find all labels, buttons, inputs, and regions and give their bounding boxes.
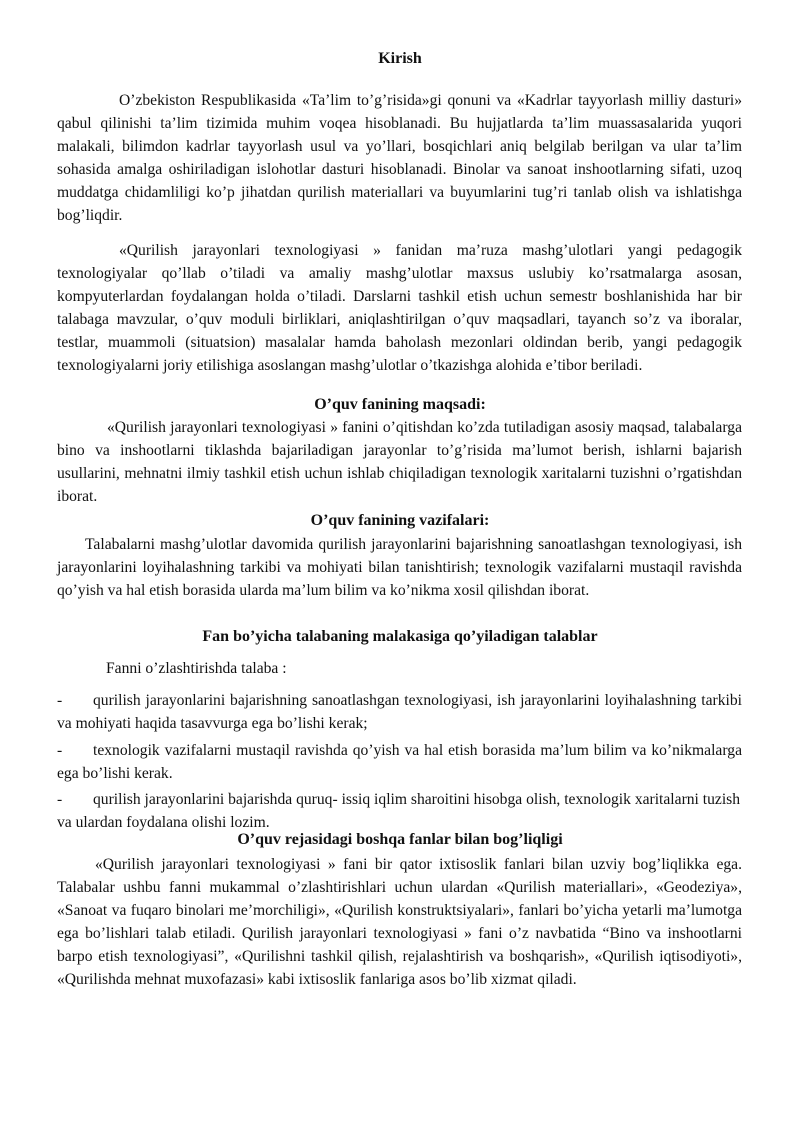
- intro-paragraph-1: O’zbekiston Respublikasida «Ta’lim to’g’risida»gi qonuni va «Kadrlar tayyorlash milliy dasturi» qabul qilinishi ta’lim tizimida muhim voqea hisoblanadi. Bu hujjatlarda ta’lim muassasalarida yuqori malakali, bilimdon kadrlar tayyorlash usul va yo’llari, bosqichlari aniq belgilab berilgan va ular ta’lim sohasida amalga oshiriladigan islohotlar dasturi hisoblanadi. Binolar va sanoat inshootlarning sifati, uzoq muddatga chidamliligi ko’p jihatdan qurilish materiallari va buyumlarini tug’ri tanlab olish va ishlatishga bog’liqdir.: [57, 92, 742, 224]
- heading-goal: O’quv fanining maqsadi:: [314, 396, 486, 413]
- requirement-item-2: [57, 739, 742, 785]
- links-paragraph: «Qurilish jarayonlari texnologiyasi » fani bir qator ixtisoslik fanlari bilan uzviy bog’liqlikka ega. Talabalar ushbu fanni mukammal o’zlashtirishlari uchun ulardan «Qurilish materiallari», «Geodeziya», «Sanoat va fuqaro binolari me’morchiligi», «Qurilish konstruktsiyalari», fanlari bo’yicha yetarli ma’lumotga ega bo’lishlari talab etiladi. Qurilish jarayonlari texnologiyasi » fani o’z navbatida “Bino va inshootlarni barpo etish texnologiyasi”, «Qurilishni tashkil qilish, rejalashtirish va boshqarish», «Qurilish iqtisodiyoti», «Qurilishda mehnat muxofazasi» kabi ixtisoslik fanlariga asos bo’lib xizmat qiladi.: [57, 856, 742, 988]
- requirement-text: qurilish jarayonlarini bajarishda quruq- issiq iqlim sharoitini hisobga olish, texnologik xaritalarni tuzish va ulardan foydalana olishi lozim.: [57, 791, 741, 831]
- intro-paragraph-2: «Qurilish jarayonlari texnologiyasi » fanidan ma’ruza mashg’ulotlari yangi pedagogik texnologiyalar qo’llab o’tiladi va amaliy mashg’ulotlar maxsus uslubiy ko’rsatmalarga asosan, kompyuterlardan foydalangan holda o’tiladi. Darslarni tashkil etish uchun semestr boshlanishida har bir talabaga mavzular, o’quv moduli birliklari, aniqlashtirilgan o’quv maqsadlari, tayanch so’z va iboralar, testlar, muammoli (situatsion) masalalar hamda baholash mezonlari oldindan berib, yangi pedagogik texnologiyalarni joriy etilishiga asoslangan mashg’ulotlar o’tkazishga alohida e’tibor beriladi.: [57, 242, 742, 374]
- tasks-paragraph: Talabalarni mashg’ulotlar davomida qurilish jarayonlarini bajarishning sanoatlashgan texnologiyasi, ish jarayonlarini loyihalashning tarkibi va mohiyati bilan tanishtirish; texnologik vazifalarni mustaqil ravishda qo’yish va hal etish borasida ularda ma’lum bilim va ko’nikma xosil qilishdan iborat.: [57, 536, 742, 599]
- requirement-text: qurilish jarayonlarini bajarishning sanoatlashgan texnologiyasi, ish jarayonlarini loyihalashning tarkibi va mohiyati haqida tasavvurga ega bo’lishi kerak;: [57, 692, 742, 732]
- goal-paragraph: «Qurilish jarayonlari texnologiyasi » fanini o’qitishdan ko’zda tutiladigan asosiy maqsad, talabalarga bino va inshootlarni tiklashda bajariladigan jarayonlar to’g’risida ma’lumot berish, ishlarni bajarish usullarini, mehnatni ilmiy tashkil etish uchun ishlab chiqiladigan texnologik xaritalarni tuzishni o’rgatishdan iborat.: [57, 419, 742, 505]
- requirements-intro: Fanni o’zlashtirishda talaba :: [106, 660, 287, 677]
- requirement-dash: -: [57, 742, 63, 759]
- heading-links: O’quv rejasidagi boshqa fanlar bilan bog’liqligi: [237, 831, 563, 848]
- requirement-dash: -: [57, 692, 63, 709]
- heading-requirements: Fan bo’yicha talabaning malakasiga qo’yiladigan talablar: [202, 628, 598, 645]
- requirement-item-1: [57, 689, 742, 735]
- requirement-dash: -: [57, 791, 63, 808]
- heading-intro: Kirish: [378, 50, 422, 67]
- heading-tasks: O’quv fanining vazifalari:: [310, 512, 490, 529]
- requirement-text: texnologik vazifalarni mustaqil ravishda qo’yish va hal etish borasida ma’lum bilim va ko’nikmalarga ega bo’lishi kerak.: [57, 742, 742, 782]
